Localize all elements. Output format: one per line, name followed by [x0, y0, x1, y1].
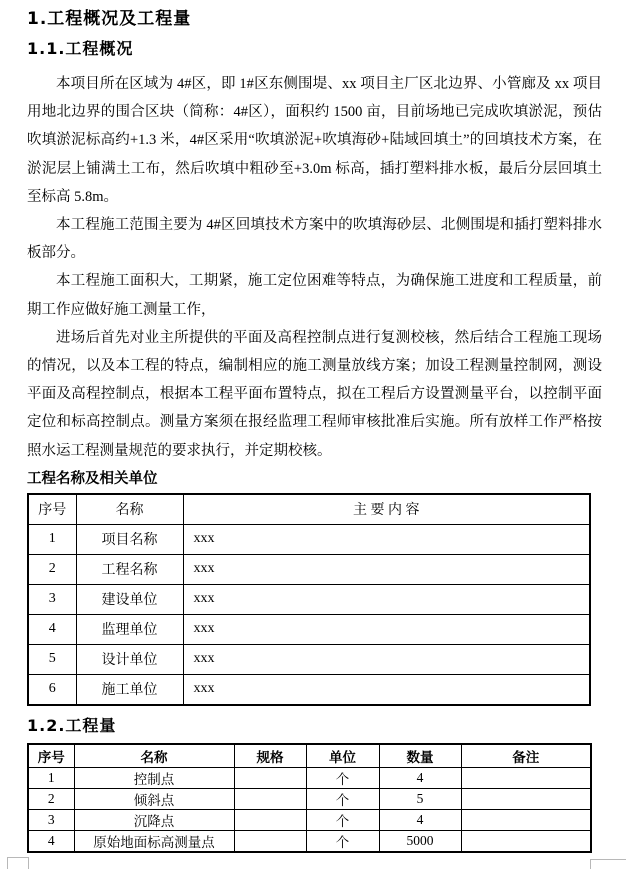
quantity-table: [27, 743, 592, 853]
cell-name: 设计单位: [76, 644, 183, 674]
overview-paragraphs: [27, 70, 602, 465]
qty-header-seq: 序号: [28, 744, 74, 768]
units-table-title: 工程名称及相关单位: [27, 470, 158, 487]
units-table: [27, 493, 591, 706]
cell-name: 工程名称: [76, 554, 183, 584]
cell-seq: 2: [28, 554, 76, 584]
units-header-content: 主 要 内 容: [183, 494, 590, 525]
units-table-header-row: [28, 494, 590, 525]
units-header-name: 名称: [76, 494, 183, 525]
units-table-row: [28, 644, 590, 674]
cell-content: xxx: [183, 554, 590, 584]
units-header-seq: 序号: [28, 494, 76, 525]
qty-header-spec: 规格: [234, 744, 306, 768]
units-table-row: [28, 674, 590, 705]
paragraph-scope: 本工程施工范围主要为 4#区回填技术方案中的吹填海砂层、北侧围堤和插打塑料排水板部分。: [27, 217, 602, 262]
cell-content: xxx: [183, 614, 590, 644]
quantity-table-row: [28, 830, 591, 852]
cell-name: 监理单位: [76, 614, 183, 644]
cell-spec: [234, 767, 306, 788]
units-table-row: [28, 584, 590, 614]
cell-seq: 5: [28, 644, 76, 674]
cell-spec: [234, 830, 306, 852]
heading-section-1: 1.工程概况及工程量: [27, 9, 192, 29]
cell-quantity: 5000: [379, 830, 461, 852]
cell-remark: [461, 767, 591, 788]
cell-unit: 个: [306, 767, 379, 788]
cell-quantity: 5: [379, 788, 461, 809]
heading-section-1-1: 1.1.工程概况: [27, 39, 134, 58]
cell-name: 建设单位: [76, 584, 183, 614]
cell-unit: 个: [306, 830, 379, 852]
quantity-table-row: [28, 767, 591, 788]
cell-seq: 2: [28, 788, 74, 809]
cell-name: 项目名称: [76, 524, 183, 554]
cell-name: 沉降点: [74, 809, 234, 830]
cell-seq: 3: [28, 809, 74, 830]
page-boundary-mark-right: [590, 859, 626, 869]
cell-remark: [461, 830, 591, 852]
cell-spec: [234, 788, 306, 809]
cell-seq: 4: [28, 830, 74, 852]
quantity-table-header-row: [28, 744, 591, 768]
units-table-row: [28, 554, 590, 584]
cell-seq: 1: [28, 524, 76, 554]
cell-content: xxx: [183, 674, 590, 705]
cell-quantity: 4: [379, 767, 461, 788]
cell-seq: 3: [28, 584, 76, 614]
heading-section-1-2: 1.2.工程量: [27, 715, 117, 735]
units-table-row: [28, 524, 590, 554]
units-table-row: [28, 614, 590, 644]
quantity-table-row: [28, 788, 591, 809]
cell-name: 控制点: [74, 767, 234, 788]
paragraph-project-area: 本项目所在区域为 4#区，即 1#区东侧围堤、xx 项目主厂区北边界、小管廊及 xx 项目用地北边界的围合区块（简称：4#区），面积约 1500 亩，目前场地已完成吹填淤泥，预估吹填淤泥标高约+1.3 米，4#区采用“吹填淤泥+吹填海砂+陆域回填土”的回填技术方案，在淤泥层上铺满土工布，然后吹填中粗砂至+3.0m 标高，插打塑料排水板，最后分层回填土至标高 5.8m。: [27, 76, 602, 205]
cell-seq: 4: [28, 614, 76, 644]
document-page: [0, 9, 626, 868]
qty-header-quantity: 数量: [379, 744, 461, 768]
cell-name: 原始地面标高测量点: [74, 830, 234, 852]
paragraph-survey-plan: 进场后首先对业主所提供的平面及高程控制点进行复测校核，然后结合工程施工现场的情况，以及本工程的特点，编制相应的施工测量放线方案；加设工程测量控制网，测设平面及高程控制点，根据本工程平面布置特点，拟在工程后方设置测量平台，以控制平面定位和标高控制点。测量方案须在报经监理工程师审核批准后实施。所有放样工作严格按照水运工程测量规范的要求执行，并定期校核。: [27, 329, 602, 459]
cell-unit: 个: [306, 788, 379, 809]
qty-header-unit: 单位: [306, 744, 379, 768]
cell-unit: 个: [306, 809, 379, 830]
cell-remark: [461, 809, 591, 830]
cell-seq: 6: [28, 674, 76, 705]
qty-header-name: 名称: [74, 744, 234, 768]
cell-content: xxx: [183, 644, 590, 674]
cell-name: 施工单位: [76, 674, 183, 705]
cell-content: xxx: [183, 524, 590, 554]
cell-name: 倾斜点: [74, 788, 234, 809]
qty-header-remark: 备注: [461, 744, 591, 768]
quantity-table-row: [28, 809, 591, 830]
cell-remark: [461, 788, 591, 809]
cell-content: xxx: [183, 584, 590, 614]
cell-spec: [234, 809, 306, 830]
paragraph-characteristics: 本工程施工面积大，工期紧，施工定位困难等特点，为确保施工进度和工程质量，前期工作应做好施工测量工作，: [27, 273, 602, 318]
cell-quantity: 4: [379, 809, 461, 830]
cell-seq: 1: [28, 767, 74, 788]
